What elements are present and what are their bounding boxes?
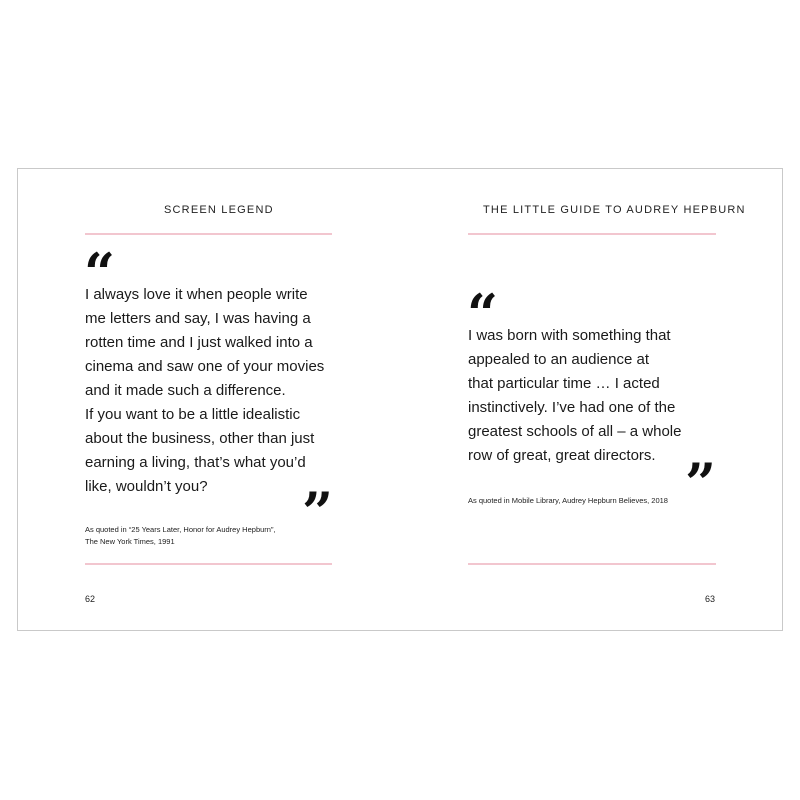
quote-line: and it made such a difference. xyxy=(85,382,286,399)
quote-line: earning a living, that’s what you’d xyxy=(85,454,306,471)
quote-line: appealed to an audience at xyxy=(468,351,649,368)
quote-line: that particular time … I acted xyxy=(468,375,660,392)
left-close-quote-icon: ” xyxy=(302,480,334,544)
quote-line: I always love it when people write xyxy=(85,286,308,303)
quote-line: cinema and saw one of your movies xyxy=(85,358,325,375)
book-spread xyxy=(17,168,783,631)
quote-line: greatest schools of all – a whole xyxy=(468,423,682,440)
quote-line: instinctively. I’ve had one of the xyxy=(468,399,676,416)
left-top-rule xyxy=(85,233,332,235)
quote-line: If you want to be a little idealistic xyxy=(85,406,301,423)
quote-line: about the business, other than just xyxy=(85,430,315,447)
left-quote-text xyxy=(85,283,324,499)
source-line: As quoted in Mobile Library, Audrey Hepburn Believes, 2018 xyxy=(468,496,668,505)
right-bottom-rule xyxy=(468,563,716,565)
left-running-head: SCREEN LEGEND xyxy=(164,204,274,216)
left-bottom-rule xyxy=(85,563,332,565)
source-line: The New York Times, 1991 xyxy=(85,537,175,546)
left-page-number: 62 xyxy=(85,594,96,604)
right-close-quote-icon: ” xyxy=(685,451,717,515)
left-source-citation xyxy=(85,524,276,548)
quote-line: I was born with something that xyxy=(468,327,671,344)
left-open-quote-icon: “ xyxy=(84,241,116,305)
source-line: As quoted in “25 Years Later, Honor for Audrey Hepburn”, xyxy=(85,525,276,534)
right-top-rule xyxy=(468,233,716,235)
quote-line: row of great, great directors. xyxy=(468,447,656,464)
right-open-quote-icon: “ xyxy=(467,282,499,346)
quote-line: like, wouldn’t you? xyxy=(85,478,208,495)
right-running-head: THE LITTLE GUIDE TO AUDREY HEPBURN xyxy=(483,204,746,216)
right-source-citation xyxy=(468,495,668,507)
right-quote-text xyxy=(468,324,681,468)
right-page-number: 63 xyxy=(705,594,716,604)
quote-line: me letters and say, I was having a xyxy=(85,310,311,327)
quote-line: rotten time and I just walked into a xyxy=(85,334,313,351)
